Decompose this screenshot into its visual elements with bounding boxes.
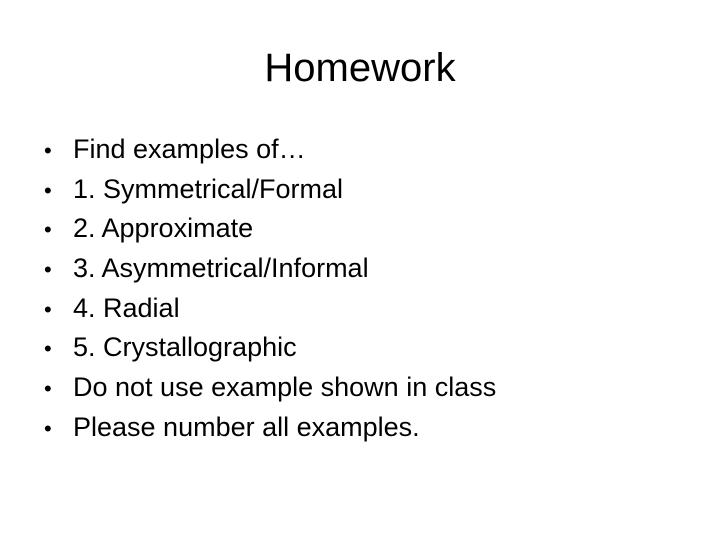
bullet-icon: • (44, 415, 52, 441)
bullet-item (44, 209, 496, 249)
bullet-text: 1. Symmetrical/Formal (73, 173, 344, 204)
bullet-text: 3. Asymmetrical/Informal (73, 253, 369, 284)
bullet-text: 4. Radial (73, 292, 180, 323)
bullet-list (44, 130, 496, 448)
bullet-text: Do not use example shown in class (73, 372, 497, 403)
bullet-item (44, 368, 496, 408)
bullet-icon: • (44, 177, 52, 203)
bullet-icon: • (44, 296, 52, 322)
bullet-icon: • (44, 376, 52, 402)
bullet-text: 5. Crystallographic (73, 332, 297, 363)
bullet-item (44, 328, 496, 368)
bullet-icon: • (44, 138, 52, 163)
bullet-icon: • (44, 217, 52, 243)
bullet-item (44, 289, 496, 329)
bullet-item (44, 130, 496, 170)
slide-title: Homework (264, 46, 456, 90)
bullet-icon: • (44, 257, 52, 283)
bullet-item (44, 170, 496, 210)
bullet-text: Find examples of… (73, 134, 306, 164)
bullet-item (44, 408, 496, 448)
bullet-text: Please number all examples. (73, 411, 420, 442)
bullet-item (44, 249, 496, 289)
bullet-text: 2. Approximate (73, 213, 254, 244)
bullet-icon: • (44, 336, 52, 362)
